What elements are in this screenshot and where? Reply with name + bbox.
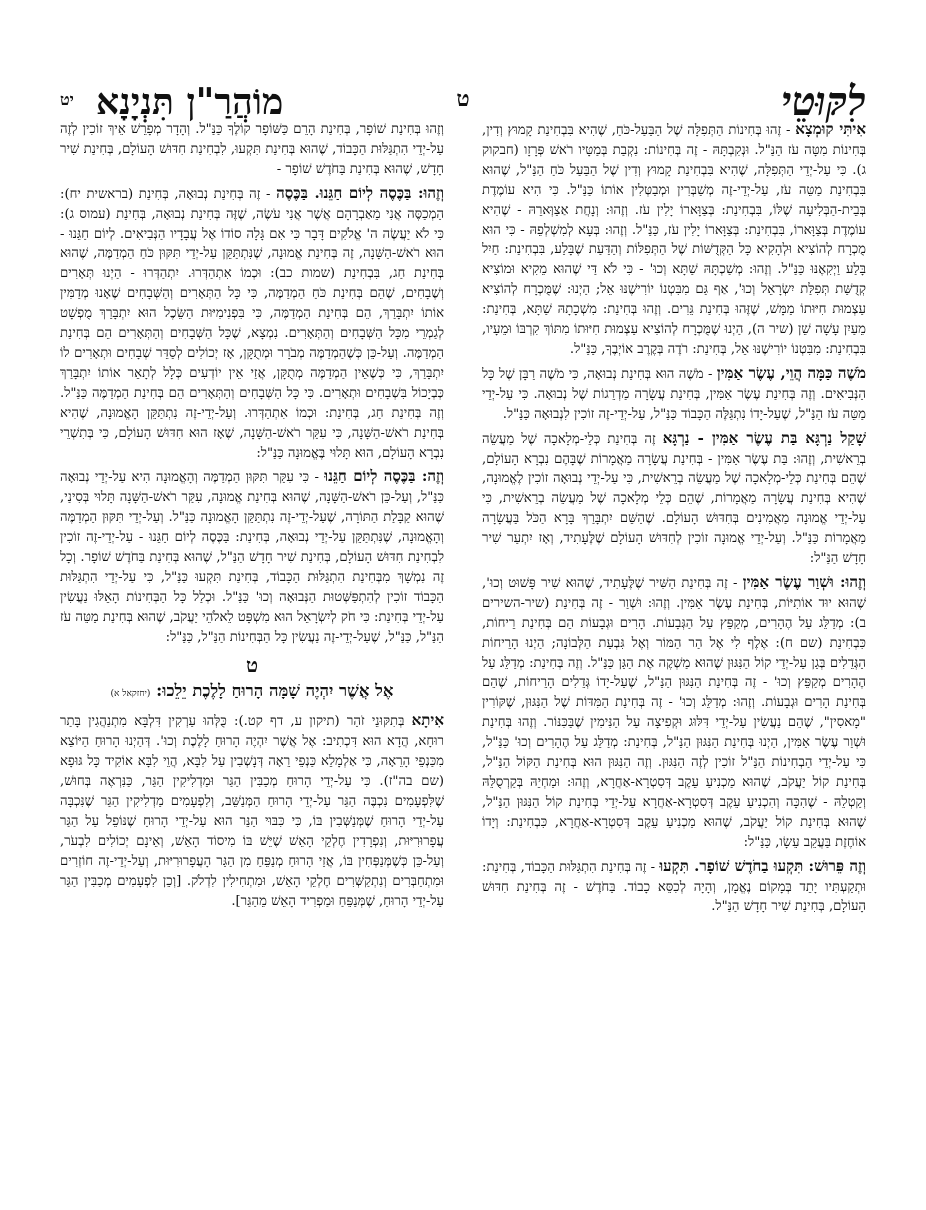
paragraph-text: - זֶה בְּחִינַת הַשִּׁיר שֶׁלֶּעָתִיד, שֶׁהוּא שִׁיר פָּשׁוּט וְכוּ', שֶׁהוּא יוּד אוֹתִיּוֹת, בְּחִינַת עֶשֶׂר אַמִּין. וְזֶהוּ: וּשְׁוַר - זֶה בְּחִינַת (שיר-השירים ב): מְדַלֵּג עַל הֶהָרִים, מְקַפֵּץ עַל הַגְּבָעוֹת. הָרִים וּגְבָעוֹת הֵם בְּחִינַת רֵיחוֹת, כִּבְחִינַת (שם ח): אֶלֶף לִי אֶל הַר הַמּוֹר וְאֶל גִּבְעַת הַלְּבוֹנָה; הַיְנוּ הָרֵיחוֹת הַגְּדֵלִים בְּגַן עַל-יְדֵי קוֹל הַנִּגּוּן שֶׁהוּא מַשְׁקֶה אֶת הַגַּן כַּנַּ"ל. וְזֶה בְּחִינַת: מְדַלֵּג עַל הֶהָרִים מְקַפֵּץ וְכוּ' - זֶה בְּחִינַת הַנִּגּוּן הַנַּ"ל, שֶׁעַל-יָדוֹ גְּדֵלִים הָרֵיחוֹת, שֶׁהֵם בְּחִינַת הָרִים וּגְבָעוֹת. וְזֶהוּ: מְדַלֵּג וְכוּ' - זֶה בְּחִינַת הַמִּדּוֹת שֶׁל הַנִּגּוּן, שֶׁקּוֹרִין "מָאסִין", שֶׁהֵם נַעֲשִׂין עַל-יְדֵי דִּלּוּג וּקְפִיצָה עַל הַנִּימִין שֶׁבַּכִּנּוֹר. וְזֶהוּ בְּחִינַת וּשְׁוַר עֶשֶׂר אַמִּין, הַיְנוּ בְּחִינַת הַנִּגּוּן הַנַּ"ל, בְּחִינַת: מְדַלֵּג עַל הֶהָרִים וְכוּ' כַּנַּ"ל, כִּי עַל-יְדֵי הַבְחִינוֹת הַנַּ"ל זוֹכִין לְזֶה הַנִּגּוּן. וְזֶה הַנִּגּוּן הוּא בְּחִינַת הַקּוֹל הַנַּ"ל, בְּחִינַת קוֹל יַעֲקֹב, שֶׁהוּא מַכְנִיעַ עֵקֶב דְּסִטְרָא-אַחֲרָא, וְזֶהוּ: וּמַחְיֵהּ בְּקַרְסֻלֵּהּ וְקַטְלֵהּ - שֶׁהִכָּה וְהִכְנִיעַ עֵקֶב דְּסִטְרָא-אַחֲרָא עַל-יְדֵי בְּחִינַת קוֹל הַנִּגּוּן הַנַּ"ל, שֶׁהוּא בְּחִינַת קוֹל יַעֲקֹב, שֶׁהוּא מַכְנִיעַ עֵקֶב דְּסִטְרָא-אַחֲרָא, כִּבְחִינַת: וְיָדוֹ אוֹחֶזֶת בַּעֲקֵב עֵשָׂו, כַּנַּ"ל: [482, 575, 866, 850]
paragraph-lead: מֹשֶׁה כַּמָּה הֲוֵי, עֶשֶׂר אַמִּין [716, 363, 866, 382]
right-column [482, 120, 866, 1188]
running-title-left: מוֹהֲרַ"ן תִּנְיָנָא [96, 81, 284, 123]
paragraph [482, 573, 866, 853]
running-title-right: לִקּוּטֵי [781, 78, 866, 125]
paragraph-text: וְזֶהוּ בְּחִינַת שׁוֹפָר, בְּחִינַת הָרֵם כַּשּׁוֹפָר קוֹלֶךָ כַּנַּ"ל. וְהָדָר מְפָרֵשׁ אֵיךְ זוֹכִין לְזֶה עַל-יְדֵי הִתְגַּלּוּת הַכָּבוֹד, שֶׁהוּא בְּחִינַת תִּקְעוּ, לִבְחִינַת חִדּוּשׁ הָעוֹלָם, בְּחִינַת שִׁיר חָדָשׁ, שֶׁהוּא בְּחִינַת בַּחֹדֶשׁ שׁוֹפָר - [60, 122, 444, 177]
section-title-reference: (יחזקאל א) [110, 689, 151, 700]
paragraph-text: - זֶה בְּחִינַת הִתְגַּלּוּת הַכָּבוֹד, בְּחִינַת: וּתְקַעְתִּיו יָתֵד בְּמָקוֹם נֶאֱמָן, וְהָיָה לְכִסֵּא כָבוֹד. בַּחֹדֶשׁ - זֶה בְּחִינַת חִדּוּשׁ הָעוֹלָם, בְּחִינַת שִׁיר חָדָשׁ הַנַּ"ל. [482, 859, 866, 915]
paragraph [60, 184, 444, 464]
paragraph-lead: וְזֶה פֵּרוּשׁ: תִּקְעוּ בַחֹדֶשׁ שׁוֹפָר. תִּקְעוּ [659, 856, 866, 875]
paragraph-lead: שָׁקַל נַרְגָּא בַּת עֶשֶׂר אַמִּין - נַרְגָּא [662, 428, 866, 447]
paragraph [60, 711, 444, 911]
section-title [60, 681, 444, 705]
paragraph [482, 364, 866, 425]
left-column [60, 120, 444, 1188]
section-number: ט [245, 652, 259, 677]
paragraph-text: בְּתִקּוּנֵי זֹהַר (תיקון ע, דף קט.): כֻּלְּהוּ עַרְקִין דִּלְבָּא מִתְנַהֲגִין בָּתַר רוּחָא, הֲדָא הוּא דִּכְתִיב: אֶל אֲשֶׁר יִהְיֶה הָרוּחַ לָלֶכֶת וְכוּ'. דְּהַיְנוּ הָרוּחַ הַיּוֹצֵא מִכַּנְפֵי הָרֵאָה, כִּי אַלְמָלֵא כַּנְפֵי רֵאָה דְּנָשְׁבִין עַל לִבָּא, הֲוֵי לִבָּא אוֹקִיד כָּל גּוּפָא (שם בה"ז). כִּי עַל-יְדֵי הָרוּחַ מְכַבִּין הַגַּר וּמַדְלִיקִין הַגַּר, כַּנִּרְאֶה בְּחוּשׁ, שֶׁלִּפְעָמִים נִכְבֶּה הַגַּר עַל-יְדֵי הָרוּחַ הַמְּנַשֵּׁב, וְלִפְעָמִים מַדְלִיקִין הַגַּר שֶׁנִּכְבָּה עַל-יְדֵי הָרוּחַ שֶׁמְּנַשְּׁבִין בּוֹ, כִּי כִּבּוּי הַנֵּר הוּא עַל-יְדֵי הָרוּחַ שֶׁנּוֹפֵל עַל הַגַּר עֲפָרוּרִיּוּת, וְנִפְרָדִין חֶלְקֵי הָאֵשׁ שֶׁיֵּשׁ בּוֹ מִיסוֹד הָאֵשׁ, וְאֵינָם יְכוֹלִים לִבְעֹר, וְעַל-כֵּן כְּשֶׁמְּנַפְּחִין בּוֹ, אֲזַי הָרוּחַ מְנַפֵּחַ מִן הַגַּר הָעֲפָרוּרִיּוּת, וְעַל-יְדֵי-זֶה חוֹזְרִים וּמִתְחַבְּרִים וְנִתְקַשְּׁרִים חֶלְקֵי הָאֵשׁ, וּמִתְחִילִין לִדְלֹק. [וְכֵן לִפְעָמִים מְכַבִּין הַגַּר עַל-יְדֵי הָרוּחַ, שֶׁמְּנַפֵּחַ וּמַפְרִיד הָאֵשׁ מֵהַגַּר]. [60, 714, 444, 909]
paragraph-lead: וְזֶהוּ: בַּכֶּסֶה לְיוֹם חַגֵּנוּ. בַּכֶּסֶה [276, 183, 444, 202]
paragraph [60, 120, 444, 180]
paragraph [482, 429, 866, 569]
paragraph [60, 467, 444, 647]
paragraph-text: - מֹשֶׁה הוּא בְּחִינַת נְבוּאָה, כִּי מֹשֶׁה רַבָּן שֶׁל כָּל הַנְּבִיאִים. וְזֶה בְּחִינַת עֶשֶׂר אַמִּין, בְּחִינַת עֲשָׂרָה מַדְרֵגוֹת שֶׁל נְבוּאָה. כִּי עַל-יְדֵי מַטֵּה עֹז הַנַּ"ל, שֶׁעַל-יָדוֹ נִתְגַּלֶּה הַכָּבוֹד כַּנַּ"ל, עַל-יְדֵי-זֶה זוֹכִין לִנְבוּאָה כַּנַּ"ל. [482, 366, 866, 422]
paragraph-text: - זֶהוּ בְּחִינוֹת הַתְּפִלָּה שֶׁל הַבַּעַל-כֹּחַ, שֶׁהִיא בִּבְחִינַת קָמוּץ וְדִין, בְּחִינוֹת מִטָּה עֹז הַנַּ"ל. וּנְקִבְתָּהּ - זֶה בְּחִינוֹת: נִקְבַת בְּמַטָּיו רֹאשׁ פְּרָזָו (חבקוק ג). כִּי עַל-יְדֵי הַתְּפִלָּה, שֶׁהִיא בִּבְחִינַת קָמוּץ וְדִין שֶׁל הַבַּעַל כֹּחַ הַנַּ"ל, שֶׁהוּא בִּבְחִינַת מַטֵּה עֹז, עַל-יְדֵי-זֶה מְשַׁבְּרִין וּמְבַטְּלִין אוֹתוֹ כַּנַּ"ל. כִּי הִיא עוֹמֶדֶת בְּבֵית-הַבְּלִיעָה שֶׁלּוֹ, בִּבְחִינַת: בְּצַוָּארוֹ יָלִין עֹז. וְזֶהוּ: וְנָחֲת אַצַוְּארֵהּ - שֶׁהִיא עוֹמֶדֶת בְּצַוָּארוֹ, בִּבְחִינַת: בְּצַוָּארוֹ יָלִין עֹז, כַּנַּ"ל. וְזֶהוּ: בְּעָא לְמִשְׁלְפֵהּ - כִּי הוּא מֻכְרָח לְהוֹצִיא וּלְהָקִיא כָּל הַקְּדֻשּׁוֹת שֶׁל הַתְּפִלּוֹת וְהַדַּעַת שֶׁבָּלַע, בִּבְחִינַת: חַיִל בָּלַע וַיְקִאֶנּוּ כַּנַּ"ל. וְזֶהוּ: מְשַׁכְתָּהּ שַׁתָּא וְכוּ' - כִּי לֹא דַּי שֶׁהוּא מֵקִיא וּמוֹצִיא קְדֻשַּׁת תְּפִלַּת יִשְׂרָאֵל וְכוּ', אַף גַּם מִבִּטְנוֹ יוֹרִישֶׁנּוּ אֵל; הַיְנוּ: שֶׁמֻּכְרָח לְהוֹצִיא עַצְמוּת חִיּוּתוֹ מַמָּשׁ, שֶׁזֶּהוּ בְּחִינַת גֵּרִים. וְזֶהוּ בְּחִינַת: מִשְׁכָתָהּ שַׁתָּא, בְּחִינַת: מֵעַיִן עָשָׁה שֵׁן (שיר ה), הַיְנוּ שֶׁמֻּכְרָח לְהוֹצִיא עַצְמוּת חִיּוּתוֹ מִתּוֹךְ קִרְבּוֹ וּמֵעָיו, בִּבְחִינַת: מִבִּטְנוֹ יוֹרִישֶׁנּוּ אֵל, בְּחִינַת: רֹדֶה בְּקֶרֶב אוֹיְבֶךָ, כַּנַּ"ל. [482, 123, 866, 357]
paragraph-lead: אִיתִּי קוּמְצָא [795, 120, 866, 138]
page-number-left: יט [60, 90, 74, 109]
paragraph-text: - כִּי עִקַּר תִּקּוּן הַמְדַמֶּה וְהָאֱמוּנָה הִיא עַל-יְדֵי נְבוּאָה כַּנַּ"ל, וְעַל-כֵּן רֹאשׁ-הַשָּׁנָה, שֶׁהוּא בְּחִינַת אֱמוּנָה, עִקַּר רֹאשׁ-הַשָּׁנָה תָּלוּי בְּסִינַי, שֶׁהוּא קַבָּלַת הַתּוֹרָה, שֶׁעַל-יְדֵי-זֶה נִתְתַּקֵּן הָאֱמוּנָה כַּנַּ"ל. וְעַל-יְדֵי תִּקּוּן הַמְדַמֶּה וְהָאֱמוּנָה, שֶׁנִּתְתַּקֵּן עַל-יְדֵי נְבוּאָה, בְּחִינַת: בַּכֶּסֶה לְיוֹם חַגֵּנוּ - עַל-יְדֵי-זֶה זוֹכִין לִבְחִינַת חִדּוּשׁ הָעוֹלָם, בְּחִינַת שִׁיר חָדָשׁ הַנַּ"ל, שֶׁהוּא בְּחִינַת בַּחֹדֶשׁ שׁוֹפָר. וְכָל זֶה נִמְשָׁךְ מִבְּחִינַת הִתְגַּלּוּת הַכָּבוֹד, בְּחִינַת תִּקְעוּ כַּנַּ"ל, כִּי עַל-יְדֵי הִתְגַּלּוּת הַכָּבוֹד זוֹכִין לְהִתְפַּשְּׁטוּת הַנְּבוּאָה וְכוּ' כַּנַּ"ל. וּכְלַל כָּל הַבְּחִינוֹת הָאֵלּוּ נַעֲשִׂין עַל-יְדֵי בְּחִינַת: כִּי חֹק לְיִשְׂרָאֵל הוּא מִשְׁפָּט לֵאלֹהֵי יַעֲקֹב, שֶׁהוּא בְּחִינַת מַטֵּה עֹז הַנַּ"ל, כַּנַּ"ל, שֶׁעַל-יְדֵי-זֶה נַעֲשִׂין כָּל הַבְּחִינוֹת הַנַּ"ל, כַּנַּ"ל: [60, 470, 444, 645]
paragraph [482, 857, 866, 918]
paragraph-text: זֶה בְּחִינַת כְּלֵי-מְלָאכָה שֶׁל מַעֲשֵׂה בְרֵאשִׁית, וְזֶהוּ: בַּת עֶשֶׂר אַמִּין - בְּחִינַת עֲשָׂרָה מַאֲמָרוֹת שֶׁבָּהֶם נִבְרָא הָעוֹלָם, שֶׁהֵם בְּחִינַת כְּלֵי-מְלָאכָה שֶׁל מַעֲשֵׂה בְרֵאשִׁית, כִּי עַל-יְדֵי נְבוּאָה זוֹכִין לֶאֱמוּנָה, שֶׁהִיא בְּחִינַת עֲשָׂרָה מַאֲמָרוֹת, שֶׁהֵם כְּלֵי מְלָאכָה שֶׁל מַעֲשֵׂה בְרֵאשִׁית, כִּי עַל-יְדֵי אֱמוּנָה מַאֲמִינִים בְּחִדּוּשׁ הָעוֹלָם. שֶׁהַשֵּׁם יִתְבָּרַךְ בָּרָא הַכֹּל בַּעֲשָׂרָה מַאֲמָרוֹת כַּנַּ"ל. וְעַל-יְדֵי אֱמוּנָה זוֹכִין לְחִדּוּשׁ הָעוֹלָם שֶׁלֶּעָתִיד, וְאָז יִתְעַר שִׁיר חָדָשׁ הַנַּ"ל: [482, 431, 866, 567]
folio-number: ט [456, 86, 470, 112]
paragraph-lead: אִיתָא [411, 711, 444, 730]
section-title-text: אֶל אֲשֶׁר יִהְיֶה שָׁמָּה הָרוּחַ לָלֶכֶת יֵלֵכוּ: [156, 681, 394, 701]
paragraph [482, 120, 866, 360]
paragraph-lead: וְזֶהוּ: וּשְׁוַר עֶשֶׂר אַמִּין [742, 572, 866, 591]
paragraph-text: - זֶה בְּחִינַת נְבוּאָה, בְּחִינַת (בראשית יח): הַמְכַסֶּה אֲנִי מֵאַבְרָהָם אֲשֶׁר אֲנִי עֹשֶׂה, שֶׁזֶּה בְּחִינַת נְבוּאָה, בְּחִינַת (עמוס ג): כִּי לֹא יַעֲשֶׂה ה' אֱלֹקִים דָּבָר כִּי אִם גָּלָה סוֹדוֹ אֶל עֲבָדָיו הַנְּבִיאִים. לְיוֹם חַגֵּנוּ - הוּא רֹאשׁ-הַשָּׁנָה, זֶה בְּחִינַת אֱמוּנָה, שֶׁנִּתְתַּקֵּן עַל-יְדֵי תִּקּוּן כֹּחַ הַמְדַמֶּה, שֶׁהוּא בְּחִינַת חַג, בִּבְחִינַת (שמות כב): וּכְמוֹ אִתְהַדְּרוּ. יִתְהַדְּרוּ - הַיְנוּ תְּאָרִים וְשֶׁבָחִים, שֶׁהֵם בְּחִינַת כֹּחַ הַמְדַמֶּה, כִּי כָּל הַתְּאָרִים וְהַשְּׁבָחִים שֶׁאָנוּ מְדַמִּין אוֹתוֹ יִתְבָּרַךְ, הֵם בְּחִינַת הַמְדַמֶּה, כִּי בִּפְנִימִיּוּת הַשֵּׂכֶל הוּא יִתְבָּרַךְ מֻפְשָׁט לְגַמְרֵי מִכָּל הַשְּׁבָחִים וְהַתְּאָרִים. נִמְצָא, שֶׁכָּל הַשְּׁבָחִים וְהַתְּאָרִים הֵם בְּחִינַת הַמְדַמֶּה. וְעַל-כֵּן כְּשֶׁהַמְדַמֶּה מְבֹרָר וּמְתֻקָּן, אָז יְכוֹלִים לְסַדֵּר שְׁבָחִים וּתְאָרִים לוֹ יִתְבָּרַךְ, כִּי כְּשֶׁאֵין הַמְדַמֶּה מְתֻקָּן, אֲזַי אֵין יוֹדְעִים כְּלָל לְתָאֵר אוֹתוֹ יִתְבָּרַךְ כְּבְיָכוֹל בִּשְׁבָחִים וּתְאָרִים. כִּי כָּל הַשְּׁבָחִים וְהַתְּאָרִים הֵם בְּחִינַת הַמְדַמֶּה כַּנַּ"ל. וְזֶה בְּחִינַת חַג, בְּחִינַת: וּכְמוֹ אִתְהַדְּרוּ. וְעַל-יְדֵי-זֶה נִתְתַּקֵּן הָאֱמוּנָה, שֶׁהִיא בְּחִינַת רֹאשׁ-הַשָּׁנָה, כִּי עִקַּר רֹאשׁ-הַשָּׁנָה, שֶׁאָז הוּא חִדּוּשׁ הָעוֹלָם, כִּי בְּתִשְׁרֵי נִבְרָא הָעוֹלָם, הוּא תָּלוּי בֶּאֱמוּנָה כַּנַּ"ל: [60, 186, 444, 461]
paragraph-lead: וְזֶה: בַּכֶּסֶה לְיוֹם חַגֵּנוּ [324, 467, 444, 486]
